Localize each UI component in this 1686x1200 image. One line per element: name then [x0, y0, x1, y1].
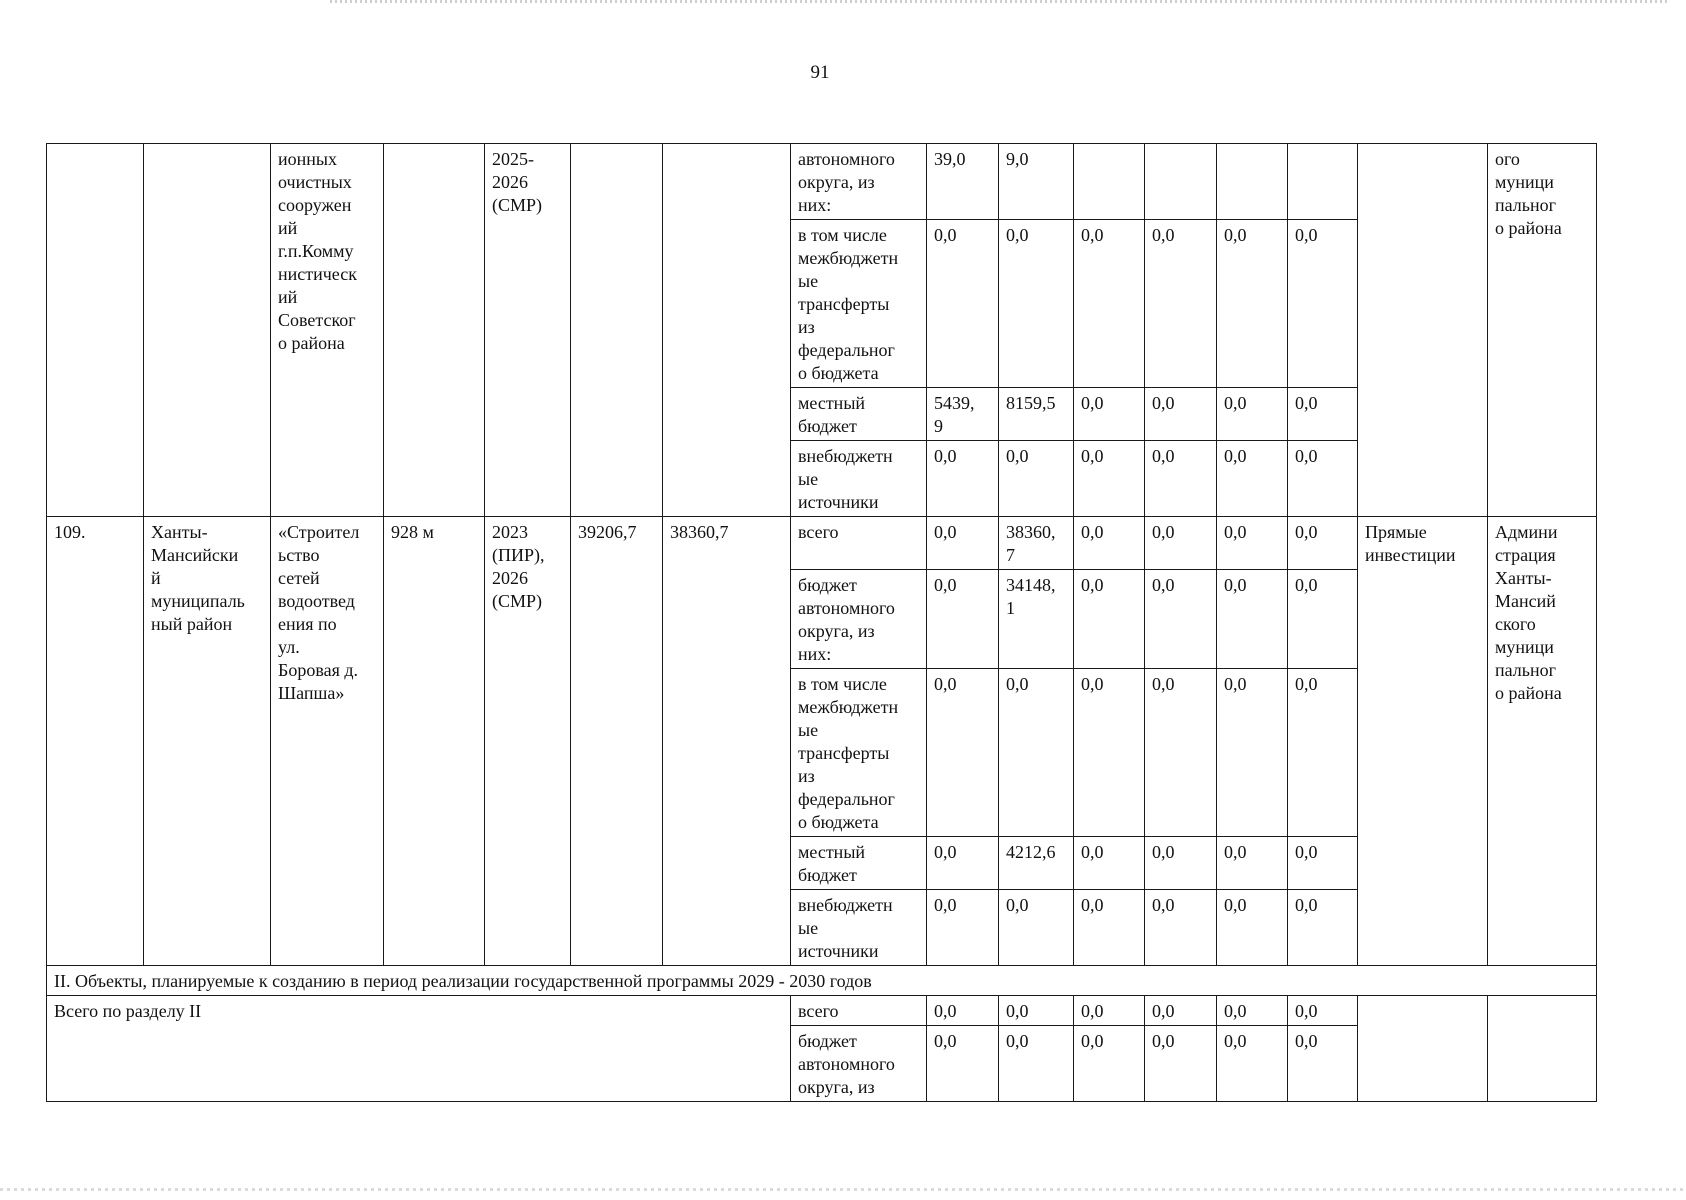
value-cell — [1217, 144, 1288, 220]
value-cell: 0,0 — [1288, 996, 1358, 1026]
value-cell — [1145, 144, 1217, 220]
value-cell: 0,0 — [1145, 996, 1217, 1026]
value-cell: 0,0 — [1288, 388, 1358, 441]
value-cell: 0,0 — [1217, 890, 1288, 966]
mechanism-cell — [1358, 144, 1488, 517]
value-cell: 0,0 — [1288, 441, 1358, 517]
value-cell: 0,0 — [999, 996, 1074, 1026]
investment-objects-table — [46, 143, 1597, 1102]
table-row — [47, 996, 1597, 1026]
value-cell: 0,0 — [1217, 996, 1288, 1026]
responsible-cell — [1488, 996, 1597, 1102]
page-number: 91 — [810, 62, 830, 83]
funding-source-cell: местный бюджет — [791, 837, 927, 890]
value-cell: 0,0 — [1074, 669, 1145, 837]
funding-source-cell: внебюджетн ые источники — [791, 890, 927, 966]
cost-remaining-cell — [663, 144, 791, 517]
value-cell: 0,0 — [1288, 669, 1358, 837]
value-cell: 0,0 — [927, 441, 999, 517]
responsible-cell: ого муници пальног о района — [1488, 144, 1597, 517]
value-cell — [1074, 144, 1145, 220]
value-cell: 0,0 — [1145, 517, 1217, 570]
value-cell: 0,0 — [927, 890, 999, 966]
value-cell: 0,0 — [1288, 837, 1358, 890]
funding-source-cell: всего — [791, 517, 927, 570]
value-cell: 0,0 — [927, 220, 999, 388]
section-heading-row — [47, 966, 1597, 996]
num-cell: 109. — [47, 517, 144, 966]
value-cell: 0,0 — [1145, 837, 1217, 890]
value-cell: 0,0 — [999, 220, 1074, 388]
value-cell: 0,0 — [927, 996, 999, 1026]
object-name-cell: «Строител ьство сетей водоотвед ения по ул. Боровая д. Шапша» — [271, 517, 384, 966]
value-cell: 0,0 — [1288, 1026, 1358, 1102]
cost-total-cell: 39206,7 — [571, 517, 663, 966]
cost-remaining-cell: 38360,7 — [663, 517, 791, 966]
value-cell: 0,0 — [1074, 570, 1145, 669]
section-total-label: Всего по разделу II — [47, 996, 791, 1102]
value-cell: 0,0 — [1145, 1026, 1217, 1102]
value-cell: 0,0 — [927, 669, 999, 837]
value-cell: 0,0 — [999, 669, 1074, 837]
funding-source-cell: внебюджетн ые источники — [791, 441, 927, 517]
value-cell — [1288, 144, 1358, 220]
value-cell: 0,0 — [1288, 890, 1358, 966]
object-name-cell: ионных очистных сооружен ий г.п.Комму нистическ ий Советског о района — [271, 144, 384, 517]
value-cell: 0,0 — [1145, 669, 1217, 837]
funding-source-cell: автономного округа, из них: — [791, 144, 927, 220]
scan-edge-top — [330, 0, 1670, 3]
capacity-cell: 928 м — [384, 517, 485, 966]
value-cell: 0,0 — [1074, 1026, 1145, 1102]
funding-source-cell: бюджет автономного округа, из — [791, 1026, 927, 1102]
value-cell: 0,0 — [999, 441, 1074, 517]
value-cell: 0,0 — [1217, 517, 1288, 570]
value-cell: 0,0 — [1217, 1026, 1288, 1102]
value-cell: 0,0 — [1288, 517, 1358, 570]
value-cell: 0,0 — [1217, 570, 1288, 669]
value-cell: 4212,6 — [999, 837, 1074, 890]
value-cell: 0,0 — [999, 1026, 1074, 1102]
value-cell: 0,0 — [1074, 837, 1145, 890]
value-cell: 0,0 — [1074, 220, 1145, 388]
value-cell: 8159,5 — [999, 388, 1074, 441]
value-cell: 38360, 7 — [999, 517, 1074, 570]
responsible-cell: Админи страция Ханты- Мансий ского муници пальног о района — [1488, 517, 1597, 966]
value-cell: 0,0 — [1145, 890, 1217, 966]
value-cell: 0,0 — [1217, 388, 1288, 441]
value-cell: 34148, 1 — [999, 570, 1074, 669]
value-cell: 0,0 — [1074, 890, 1145, 966]
mechanism-cell: Прямые инвестиции — [1358, 517, 1488, 966]
section-heading: II. Объекты, планируемые к созданию в период реализации государственной программы 2029 - 2030 годов — [47, 966, 1597, 996]
value-cell: 9,0 — [999, 144, 1074, 220]
cost-total-cell — [571, 144, 663, 517]
value-cell: 0,0 — [927, 570, 999, 669]
value-cell: 0,0 — [1145, 220, 1217, 388]
value-cell: 5439, 9 — [927, 388, 999, 441]
period-cell: 2025- 2026 (СМР) — [485, 144, 571, 517]
value-cell: 0,0 — [1288, 570, 1358, 669]
value-cell: 0,0 — [927, 1026, 999, 1102]
value-cell: 0,0 — [1145, 570, 1217, 669]
table-row — [47, 144, 1597, 220]
funding-source-cell: местный бюджет — [791, 388, 927, 441]
value-cell: 0,0 — [1217, 220, 1288, 388]
funding-source-cell: в том числе межбюджетн ые трансферты из федеральног о бюджета — [791, 220, 927, 388]
scan-edge-bottom — [0, 1188, 1686, 1191]
value-cell: 0,0 — [927, 517, 999, 570]
table-row — [47, 517, 1597, 570]
value-cell: 0,0 — [1217, 837, 1288, 890]
value-cell: 0,0 — [1217, 669, 1288, 837]
funding-source-cell: в том числе межбюджетн ые трансферты из федеральног о бюджета — [791, 669, 927, 837]
value-cell: 0,0 — [1217, 441, 1288, 517]
value-cell: 0,0 — [1074, 441, 1145, 517]
value-cell: 0,0 — [1145, 441, 1217, 517]
period-cell: 2023 (ПИР), 2026 (СМР) — [485, 517, 571, 966]
num-cell — [47, 144, 144, 517]
municipality-cell — [144, 144, 271, 517]
mechanism-cell — [1358, 996, 1488, 1102]
value-cell: 39,0 — [927, 144, 999, 220]
funding-source-cell: всего — [791, 996, 927, 1026]
value-cell: 0,0 — [927, 837, 999, 890]
value-cell: 0,0 — [1074, 388, 1145, 441]
value-cell: 0,0 — [999, 890, 1074, 966]
value-cell: 0,0 — [1145, 388, 1217, 441]
funding-source-cell: бюджет автономного округа, из них: — [791, 570, 927, 669]
value-cell: 0,0 — [1074, 996, 1145, 1026]
municipality-cell: Ханты- Мансийски й муниципаль ный район — [144, 517, 271, 966]
value-cell: 0,0 — [1074, 517, 1145, 570]
capacity-cell — [384, 144, 485, 517]
value-cell: 0,0 — [1288, 220, 1358, 388]
